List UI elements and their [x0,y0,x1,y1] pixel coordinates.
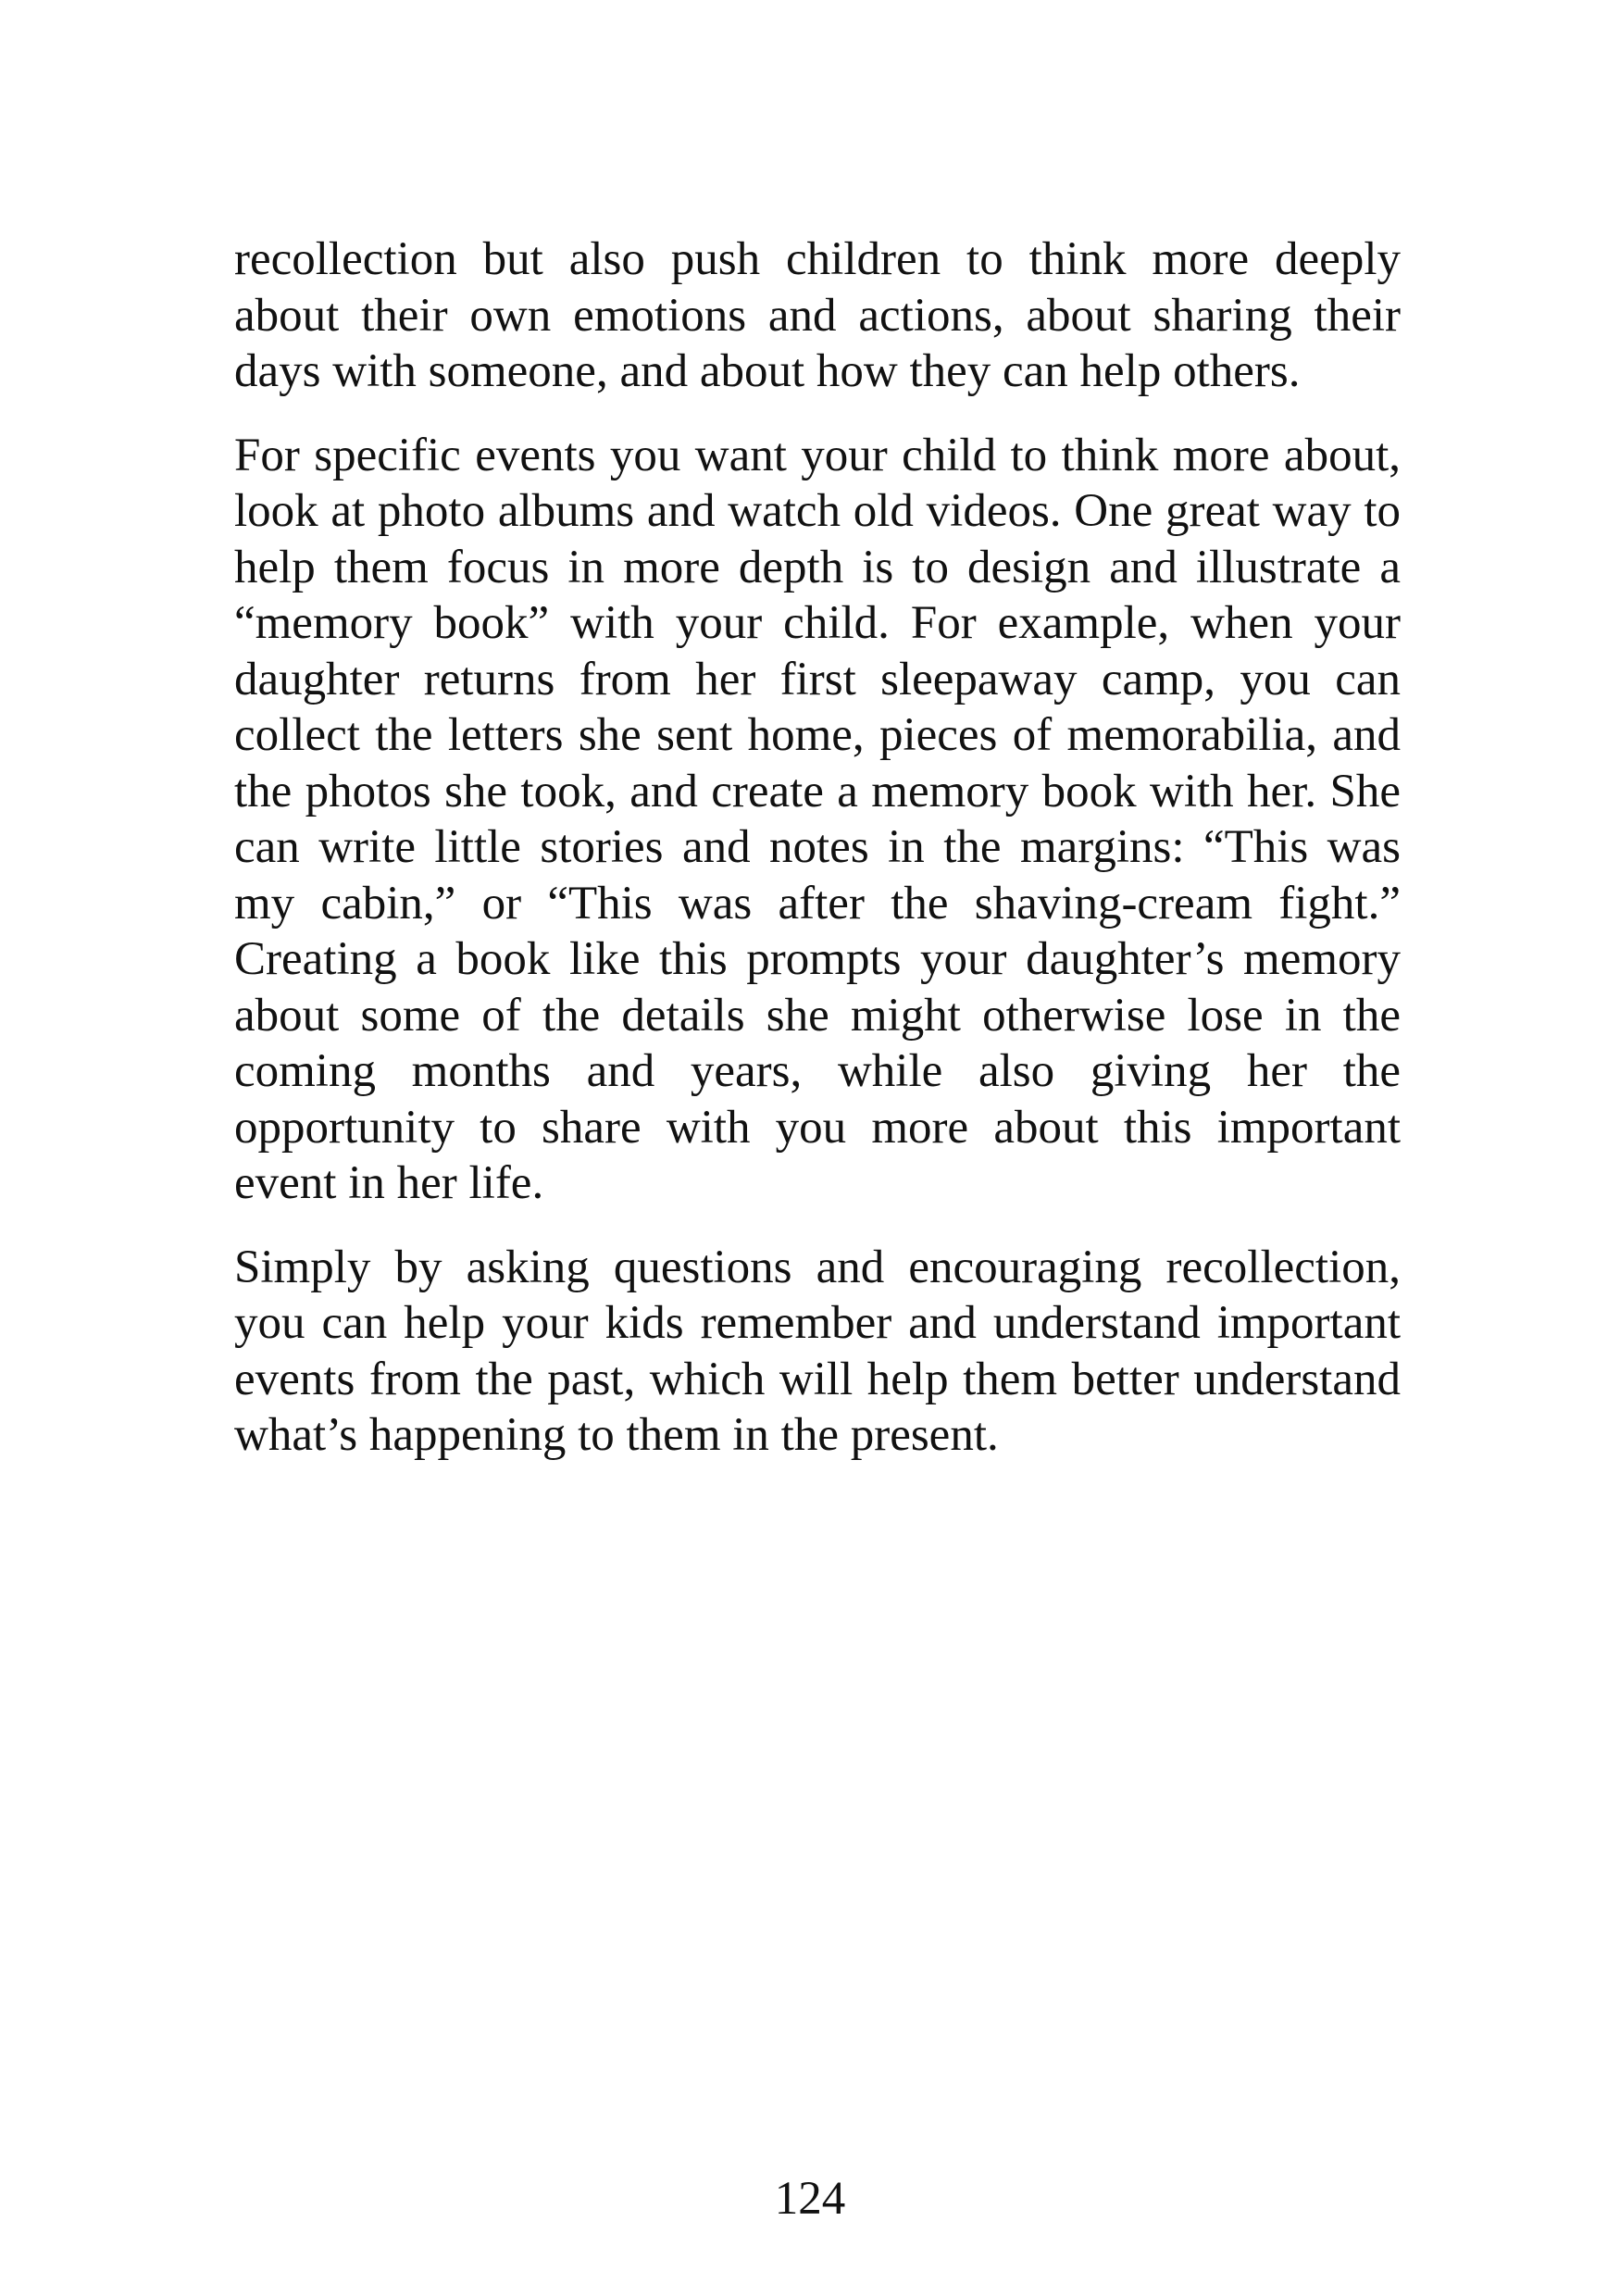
paragraph-3: Simply by asking questions and encouraging recollection, you can help your kids remember and understand important events from the past, which will help them better understand what’s happening to them in the present. [234,1241,1401,1461]
paragraph-2: For specific events you want your child to think more about, look at photo albums and watch old videos. One great way to help them focus in more depth is to design and illustrate a “memory book” with your child. For example, when your daughter returns from her first sleepaway camp, you can collect the letters she sent home, pieces of memorabilia, and the photos she took, and create a memory book with her. She can write little stories and notes in the margins: “This was my cabin,” or “This was after the shaving-cream fight.” Creating a book like this prompts your daughter’s memory about some of the details she might otherwise lose in the coming months and years, while also giving her the opportunity to share with you more about this important event in her life. [234,429,1401,1209]
body-text [234,231,1401,1491]
paragraph-1: recollection but also push children to think more deeply about their own emotions and actions, about sharing their days with someone, and about how they can help others. [234,233,1401,397]
page-number: 124 [774,2173,846,2225]
